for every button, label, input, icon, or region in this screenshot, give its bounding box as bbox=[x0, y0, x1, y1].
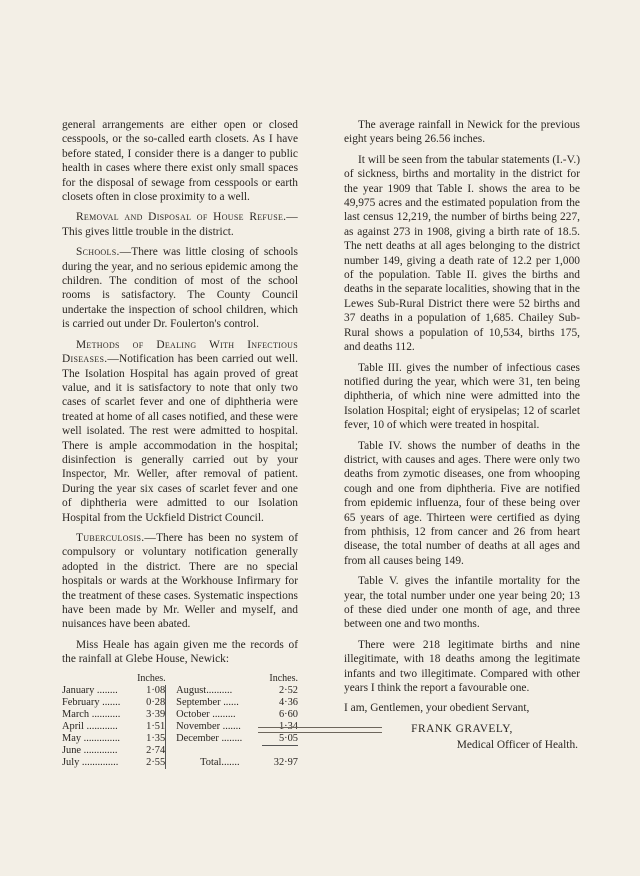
paragraph-table-four: Table IV. shows the number of deaths in the district, with causes and ages. There were only two deaths from zymotic diseases, one from whooping cough and one from diphtheria. Five are notified from epidemic influenza, four of these being over 65 years of age. Thirteen were certified as dying from phthisis, 12 from cancer and 26 from heart disease, the total number of deaths at all ages and from all causes being 149. bbox=[344, 439, 580, 567]
table-row bbox=[62, 745, 298, 757]
paragraph-table-three: Table III. gives the number of infectious cases notified during the year, which were 31, ten being diphtheria, of which nine were admitted into the Isolation Hospital; eight of erysipelas; 12 of scarlet fever, 10 of which were treated in hospital. bbox=[344, 361, 580, 432]
rainfall-value: 5·05 bbox=[278, 732, 298, 744]
month-label: February ....... bbox=[62, 696, 121, 708]
rainfall-value: 1·08 bbox=[146, 684, 166, 696]
total-value: 32·97 bbox=[273, 756, 298, 768]
rainfall-table bbox=[62, 673, 298, 769]
paragraph-average-rainfall: The average rainfall in Newick for the previous eight years being 26.56 inches. bbox=[344, 119, 580, 146]
paragraph-births: There were 218 legitimate births and nine illegitimate, with 18 deaths among the legitimate infants and two illegitimate. Compared with other years I think the report a favourable one. bbox=[344, 638, 580, 695]
left-column bbox=[62, 118, 298, 769]
rainfall-header-row bbox=[62, 673, 298, 685]
paragraph-sanitation: general arrangements are either open or closed cesspools, or the so-called earth closets. As I have before stated, I consider there is a danger to public health in cases where there exist only small spaces for the disposal of sewage from cesspools or earth closets often in close proximity to a well. bbox=[62, 119, 298, 204]
rainfall-value: 0·28 bbox=[146, 696, 166, 708]
table-row bbox=[62, 697, 298, 709]
rainfall-value: 3·39 bbox=[146, 708, 166, 720]
paragraph-infectious bbox=[62, 338, 298, 525]
rainfall-unit-right: Inches. bbox=[269, 672, 298, 684]
signature-name: FRANK GRAVELY, bbox=[411, 722, 513, 735]
rainfall-value: 1·51 bbox=[146, 720, 166, 732]
table-row bbox=[62, 733, 298, 745]
month-label: January ........ bbox=[62, 684, 118, 696]
text-schools: There was little closing of schools during the year, and no serious epidemic among the children. The condition of most of the school rooms is satisfactory. The County Council undertake the inspection of school children, which is carried out under Dr. Foulerton's control. bbox=[62, 246, 298, 331]
paragraph-refuse bbox=[62, 210, 298, 239]
rainfall-value: 6·60 bbox=[278, 708, 298, 720]
total-label: Total....... bbox=[200, 756, 240, 768]
table-row bbox=[62, 685, 298, 697]
table-row bbox=[62, 709, 298, 721]
month-label: August.......... bbox=[176, 684, 233, 696]
heading-refuse: Removal and Disposal of House Refuse.— bbox=[76, 211, 298, 224]
rainfall-value: 2·55 bbox=[146, 756, 166, 768]
heading-tuberculosis: Tuberculosis.— bbox=[76, 531, 157, 544]
heading-infectious: Methods of Dealing With Infectious Diseases.— bbox=[62, 338, 298, 366]
month-label: April ............ bbox=[62, 720, 118, 732]
month-label: March ........... bbox=[62, 708, 121, 720]
paragraph-schools bbox=[62, 245, 298, 331]
text-infectious: Notification has been carried out well. The Isolation Hospital has again proved of great value, and it is satisfactory to note that only two cases of scarlet fever and one of diphtheria were treated at home of all cases notified, and these were well isolated. The rest were admitted to hospital. There is ample accommodation in the hospital; disinfection is generally carried out by your Inspector, Mr. Weller, after removal of patient. During the year six cases of scarlet fever and one of diphtheria were admitted to our Isolation Hospital from the Uckfield District Council. bbox=[62, 353, 298, 524]
rainfall-value: 2·74 bbox=[146, 744, 166, 756]
text-refuse: This gives little trouble in the district. bbox=[62, 225, 234, 238]
rainfall-unit-left: Inches. bbox=[137, 672, 166, 684]
rainfall-value: 2·52 bbox=[278, 684, 298, 696]
paragraph-vital-statistics: It will be seen from the tabular statements (I.-V.) of sickness, births and mortality in the district for the year 1909 that Table I. shows the area to be 49,975 acres and the estimated population from the last census 12,219, the number of births being 227, as against 273 in 1908, giving a birth rate of 18.5. The nett deaths at all ages belonging to the district number 149, giving a death rate of 12.2 per 1,000 of the population. Table II. gives the births and deaths in the separate localities, showing that in the Lewes Sub-Rural District there were 52 births and 37 deaths in a population of 1,685. Chailey Sub-Rural shows a population of 10,534, births 175, and deaths 112. bbox=[344, 153, 580, 354]
month-label: November ....... bbox=[176, 720, 241, 732]
month-label: June ............. bbox=[62, 744, 118, 756]
paragraph-table-five: Table V. gives the infantile mortality for the year, the total number under one year being 20; 13 of these died under one month of age, and three between one and two months. bbox=[344, 575, 580, 631]
table-row bbox=[62, 757, 298, 769]
paragraph-rainfall-intro: Miss Heale has again given me the records of the rainfall at Glebe House, Newick: bbox=[62, 638, 298, 666]
month-label: December ........ bbox=[176, 732, 243, 744]
month-label: May .............. bbox=[62, 732, 121, 744]
divider-rule-top bbox=[258, 727, 382, 728]
rainfall-value: 4·36 bbox=[278, 696, 298, 708]
rainfall-value: 1·35 bbox=[146, 732, 166, 744]
month-label: October ......... bbox=[176, 708, 236, 720]
closing-salutation: I am, Gentlemen, your obedient Servant, bbox=[344, 702, 530, 715]
divider-rule-bottom bbox=[258, 732, 382, 733]
text-tuberculosis: There has been no system of compulsory or voluntary notification generally adopted in the district. There are no special hospitals or wards at the Workhouse Infirmary for the treatment of these cases. Systematic inspections have been made by Mr. Weller and myself, and nuisances have been abated. bbox=[62, 531, 298, 631]
month-label: September ...... bbox=[176, 696, 239, 708]
right-column bbox=[344, 118, 580, 753]
paragraph-tuberculosis bbox=[62, 531, 298, 632]
heading-schools: Schools.— bbox=[76, 246, 132, 259]
signature-title: Medical Officer of Health. bbox=[456, 739, 578, 752]
month-label: July .............. bbox=[62, 756, 119, 768]
